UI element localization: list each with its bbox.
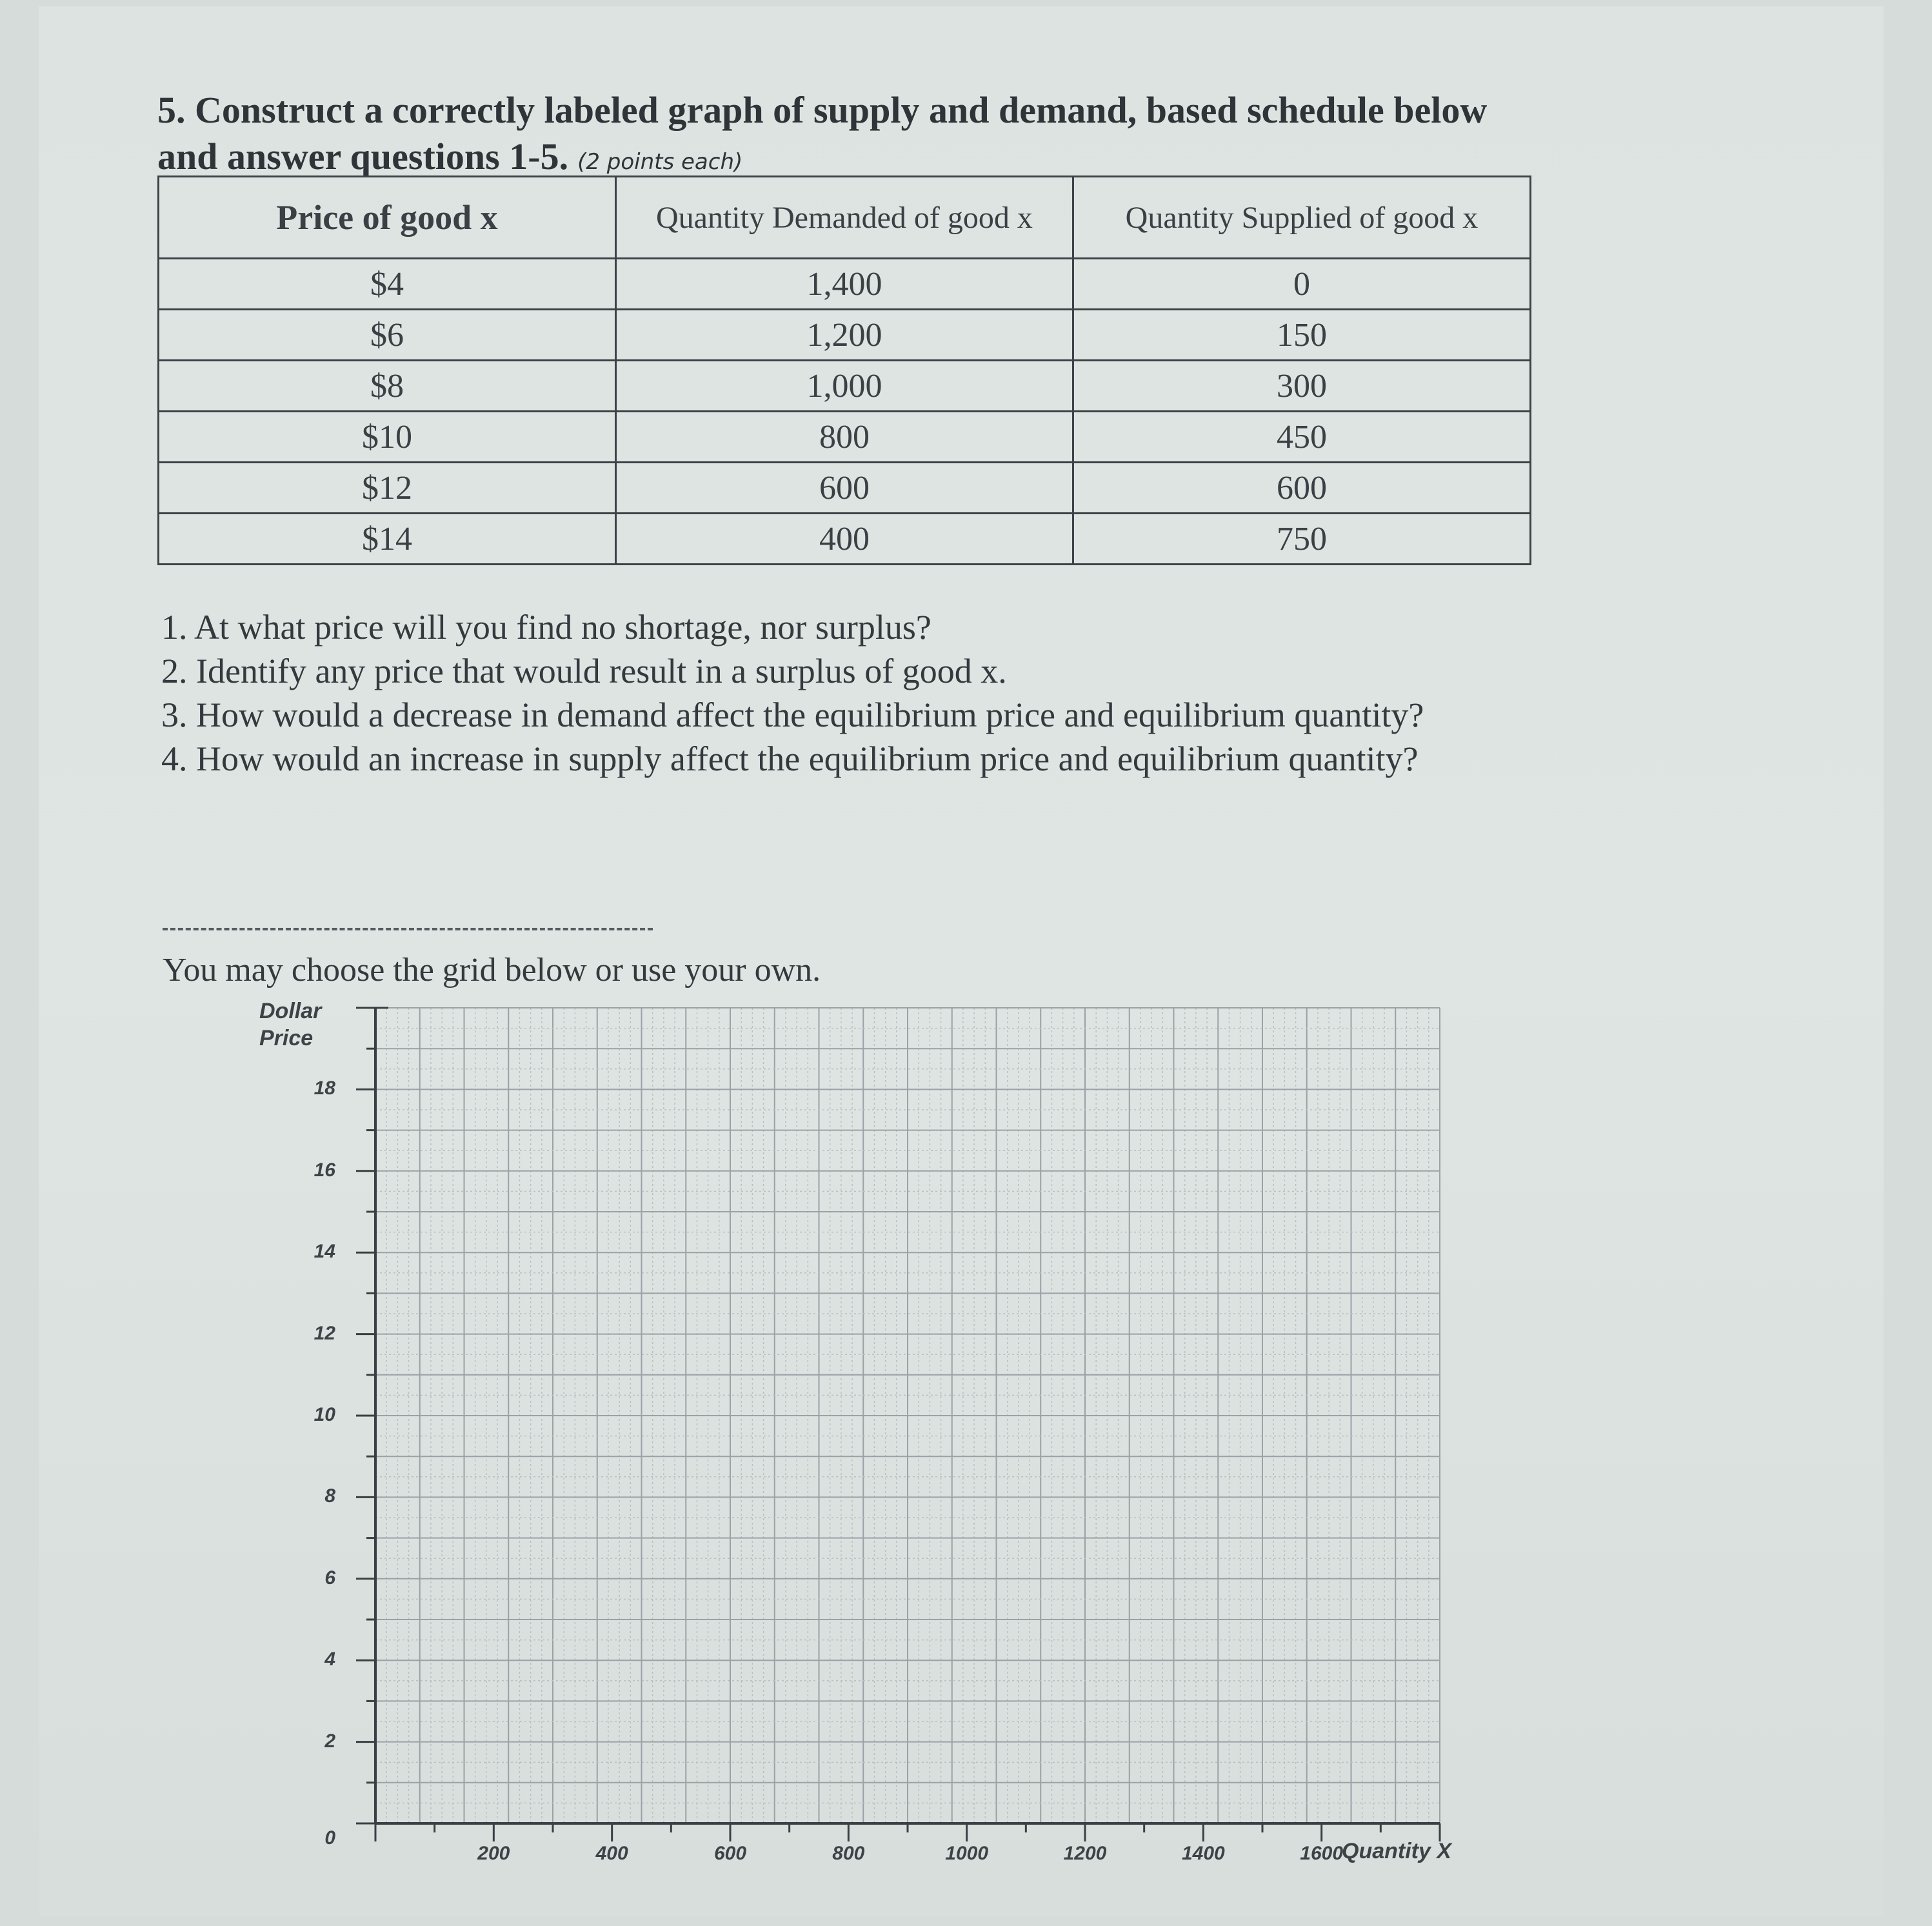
cell-price: $12 [159, 463, 616, 514]
y-axis-label: Dollar Price [259, 999, 322, 1050]
y-tick-label: 14 [314, 1241, 335, 1263]
x-tick-label: 600 [713, 1843, 747, 1864]
cell-qs: 150 [1073, 310, 1530, 361]
y-tick-label: 0 [324, 1827, 335, 1849]
x-axis-label: Quantity X [1342, 1839, 1452, 1863]
heading-line-1: 5. Construct a correctly labeled graph of supply and demand, based schedule below [157, 89, 1488, 131]
cell-price: $10 [159, 412, 616, 463]
question-3: 3. How would a decrease in demand affect the equilibrium price and equilibrium quantity? [161, 696, 1424, 734]
y-tick-label: 16 [314, 1159, 335, 1181]
cell-qd: 800 [615, 412, 1073, 463]
x-tick-label: 800 [832, 1843, 865, 1864]
cell-qd: 400 [615, 514, 1073, 565]
cell-qs: 0 [1073, 259, 1530, 310]
x-tick-label: 400 [595, 1843, 628, 1864]
cell-qd: 600 [615, 463, 1073, 514]
question-1: 1. At what price will you find no shortage, nor surplus? [161, 608, 931, 647]
cell-qd: 1,200 [615, 310, 1073, 361]
y-tick-label: 8 [324, 1485, 335, 1507]
header-qd: Quantity Demanded of good x [615, 177, 1073, 259]
x-tick-label: 1600 [1300, 1843, 1344, 1864]
header-price: Price of good x [159, 177, 616, 259]
y-tick-label: 2 [324, 1730, 335, 1752]
header-qs: Quantity Supplied of good x [1073, 177, 1530, 259]
cell-price: $6 [159, 310, 616, 361]
question-4: 4. How would an increase in supply affect the equilibrium price and equilibrium quantity? [161, 739, 1419, 778]
x-tick-label: 1400 [1181, 1843, 1225, 1864]
cell-qd: 1,000 [615, 361, 1073, 412]
y-tick-label: 18 [314, 1078, 335, 1099]
grid-instructions: You may choose the grid below or use your own. [163, 952, 821, 988]
y-tick-label: 6 [324, 1567, 335, 1589]
cell-price: $8 [159, 361, 616, 412]
cell-qs: 600 [1073, 463, 1530, 514]
x-tick-label: 1200 [1063, 1843, 1107, 1864]
y-tick-label: 4 [324, 1649, 335, 1670]
x-tick-label: 200 [477, 1843, 510, 1864]
cell-qs: 450 [1073, 412, 1530, 463]
cell-qs: 750 [1073, 514, 1530, 565]
cell-qd: 1,400 [615, 259, 1073, 310]
cell-price: $4 [159, 259, 616, 310]
y-tick-label: 12 [314, 1322, 335, 1344]
heading-line-2: and answer questions 1-5. [157, 135, 569, 177]
cell-qs: 300 [1073, 361, 1530, 412]
cell-price: $14 [159, 514, 616, 565]
question-2: 2. Identify any price that would result in a surplus of good x. [161, 652, 1007, 690]
points-note: (2 points each) [577, 149, 743, 175]
y-tick-label: 10 [314, 1404, 335, 1425]
x-tick-label: 1000 [945, 1843, 989, 1864]
